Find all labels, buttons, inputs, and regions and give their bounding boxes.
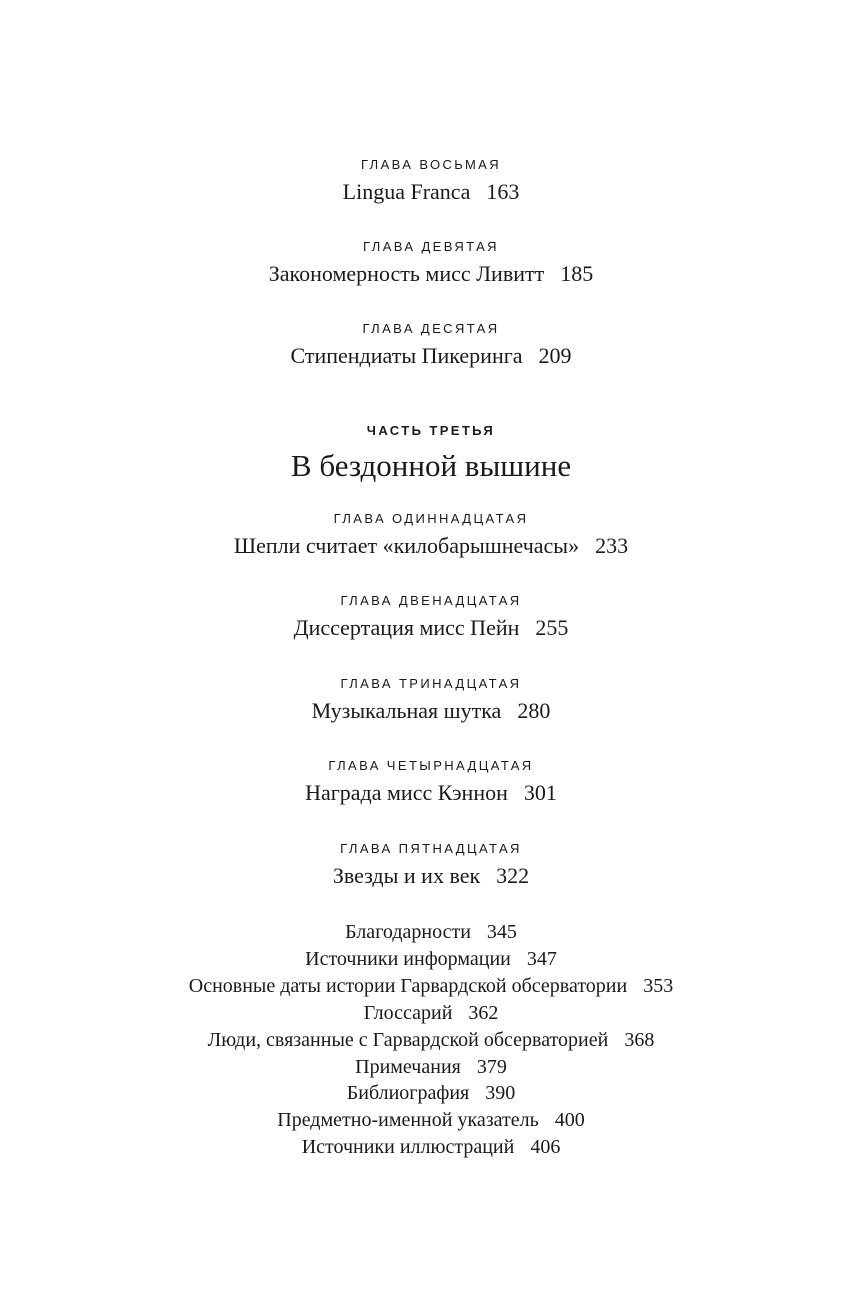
chapter-title: Стипендиаты Пикеринга <box>290 343 523 368</box>
chapter-page-number: 280 <box>517 698 551 723</box>
toc-chapter-8 <box>0 157 862 206</box>
back-matter-item <box>0 946 862 973</box>
back-matter-title: Примечания <box>355 1055 461 1078</box>
chapter-page-number: 163 <box>486 179 520 204</box>
back-matter-title: Источники иллюстраций <box>301 1136 515 1159</box>
back-matter-item <box>0 1054 862 1081</box>
back-matter-title: Люди, связанные с Гарвардской обсерваторией <box>207 1028 609 1051</box>
back-matter-page-number: 406 <box>530 1136 561 1159</box>
toc-chapter-13 <box>0 676 862 725</box>
chapter-title-line <box>0 862 862 890</box>
chapter-label: ГЛАВА ЧЕТЫРНАДЦАТАЯ <box>328 758 534 773</box>
back-matter-title: Библиография <box>346 1082 470 1105</box>
back-matter-item <box>0 919 862 946</box>
back-matter-page-number: 379 <box>476 1055 507 1078</box>
chapter-page-number: 233 <box>595 533 629 558</box>
chapter-label: ГЛАВА ДВЕНАДЦАТАЯ <box>340 593 522 608</box>
chapter-title-line <box>0 178 862 206</box>
toc-part-three <box>0 423 862 485</box>
chapter-title: Диссертация мисс Пейн <box>293 615 520 640</box>
back-matter-title: Основные даты истории Гарвардской обсерватории <box>188 974 628 997</box>
back-matter-item <box>0 1000 862 1027</box>
chapter-title-line <box>0 614 862 642</box>
back-matter-item <box>0 973 862 1000</box>
chapter-page-number: 255 <box>535 615 569 640</box>
chapter-title: Награда мисс Кэннон <box>305 780 508 805</box>
back-matter-page-number: 353 <box>643 974 674 997</box>
chapter-title: Закономерность мисс Ливитт <box>268 261 545 286</box>
toc-chapter-10 <box>0 321 862 370</box>
toc-chapter-9 <box>0 239 862 288</box>
chapter-title: Звезды и их век <box>332 863 481 888</box>
back-matter-title: Источники информации <box>305 947 511 970</box>
back-matter-page-number: 390 <box>485 1082 516 1105</box>
chapter-title: Шепли считает «килобарышнечасы» <box>233 533 580 558</box>
chapter-label: ГЛАВА ТРИНАДЦАТАЯ <box>340 676 522 691</box>
chapter-page-number: 185 <box>560 261 594 286</box>
chapter-title: Музыкальная шутка <box>311 698 502 723</box>
back-matter-page-number: 362 <box>468 1001 499 1024</box>
toc-back-matter <box>0 919 862 1161</box>
chapter-label: ГЛАВА ДЕВЯТАЯ <box>363 239 499 254</box>
toc-chapter-14 <box>0 758 862 807</box>
toc-chapter-12 <box>0 593 862 642</box>
toc-chapter-11 <box>0 511 862 560</box>
back-matter-title: Благодарности <box>345 921 471 943</box>
toc-chapter-15 <box>0 841 862 890</box>
chapter-label: ГЛАВА ОДИННАДЦАТАЯ <box>333 511 529 526</box>
back-matter-item <box>0 1134 862 1161</box>
chapter-title-line <box>0 532 862 560</box>
back-matter-item <box>0 1107 862 1134</box>
part-title: В бездонной вышине <box>290 448 572 483</box>
back-matter-page-number: 347 <box>526 947 557 970</box>
chapter-label: ГЛАВА ДЕСЯТАЯ <box>362 321 500 336</box>
chapter-label: ГЛАВА ПЯТНАДЦАТАЯ <box>340 841 522 856</box>
chapter-title-line <box>0 779 862 807</box>
back-matter-item <box>0 1080 862 1107</box>
part-label: ЧАСТЬ ТРЕТЬЯ <box>366 423 496 438</box>
chapter-page-number: 209 <box>538 343 572 368</box>
back-matter-title: Глоссарий <box>363 1001 453 1024</box>
back-matter-item <box>0 1027 862 1054</box>
chapter-page-number: 301 <box>523 780 557 805</box>
chapter-page-number: 322 <box>496 863 530 888</box>
chapter-title-line <box>0 697 862 725</box>
chapter-label: ГЛАВА ВОСЬМАЯ <box>360 157 502 172</box>
chapter-title: Lingua Franca <box>342 179 471 204</box>
back-matter-page-number: 368 <box>624 1028 655 1051</box>
chapter-title-line <box>0 342 862 370</box>
back-matter-title: Предметно-именной указатель <box>277 1109 539 1132</box>
back-matter-page-number: 400 <box>554 1109 585 1132</box>
back-matter-page-number: 345 <box>486 921 517 943</box>
chapter-title-line <box>0 260 862 288</box>
